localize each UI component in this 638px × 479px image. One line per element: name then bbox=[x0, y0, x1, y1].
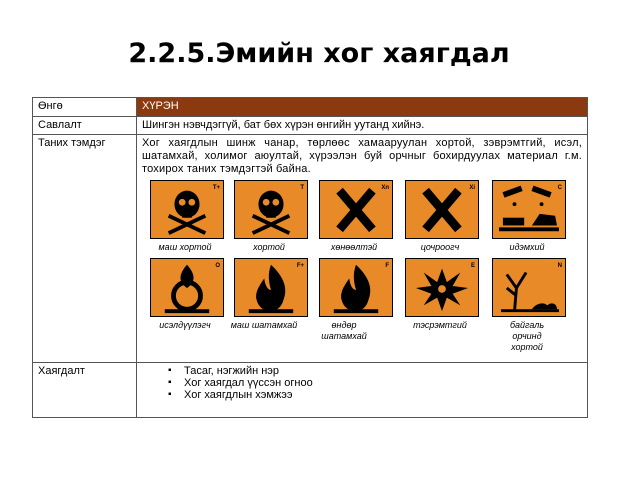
explosion-icon bbox=[406, 259, 478, 316]
mark-description: Хог хаягдлын шинж чанар, төрлөөс хамааруулан хортой, зэврэмтгий, исэл, шатамхай, холимог аюултай, хүрээлэн буй орчныг бохирдуулах материал г.м. тохирох таних тэмдэгтэй байна. bbox=[142, 137, 582, 175]
list-item: ▪ Хог хаягдлын хэмжээ bbox=[168, 389, 582, 401]
list-item: ▪ Хог хаягдал үүссэн огноо bbox=[168, 377, 582, 389]
symbol-caption: цочроогч bbox=[420, 242, 460, 252]
corrosive-symbol bbox=[492, 180, 566, 239]
symbol-caption: маш шатамхай bbox=[230, 320, 298, 330]
symbol-code: T bbox=[300, 185, 304, 191]
x-cross-icon bbox=[320, 181, 392, 238]
packaging-value: Шингэн нэвчдэггүй, бат бөх хүрэн өнгийн уутанд хийнэ. bbox=[137, 117, 588, 135]
waste-info-table bbox=[32, 97, 588, 418]
flame-icon bbox=[235, 259, 307, 316]
symbol-caption: өндөр шатамхай bbox=[321, 320, 367, 341]
x-cross-icon bbox=[406, 181, 478, 238]
toxic-symbol bbox=[234, 180, 308, 239]
symbol-caption: исэлдүүлэгч bbox=[159, 320, 211, 330]
flame-icon bbox=[320, 259, 392, 316]
symbol-caption: хортой bbox=[253, 242, 285, 252]
packaging-label: Савлалт bbox=[33, 117, 137, 135]
symbol-code: F+ bbox=[296, 263, 304, 269]
extremely-flammable-symbol bbox=[234, 258, 308, 317]
symbol-caption: байгаль орчинд хортой bbox=[509, 320, 545, 352]
mark-row bbox=[33, 135, 588, 363]
symbol-caption: идэмхий bbox=[509, 242, 545, 252]
list-item: ▪ Тасаг, нэгжийн нэр bbox=[168, 365, 582, 377]
symbol-code: E bbox=[470, 263, 475, 269]
flame-over-circle-icon bbox=[151, 259, 223, 316]
color-label: Өнгө bbox=[33, 98, 137, 117]
symbol-code: Xi bbox=[469, 185, 475, 191]
explosive-symbol bbox=[405, 258, 479, 317]
disposal-row bbox=[33, 363, 588, 418]
symbol-code: Xn bbox=[381, 185, 389, 191]
disposal-label: Хаягдалт bbox=[33, 363, 137, 418]
color-row bbox=[33, 98, 588, 117]
hazard-symbol-grid bbox=[142, 180, 582, 360]
symbol-code: T+ bbox=[212, 185, 220, 191]
disposal-list bbox=[142, 365, 582, 401]
oxidizing-symbol bbox=[150, 258, 224, 317]
symbol-code: N bbox=[557, 263, 562, 269]
symbol-caption: маш хортой bbox=[158, 242, 212, 252]
symbol-caption: хөнөөлтэй bbox=[330, 242, 378, 252]
irritant-symbol bbox=[405, 180, 479, 239]
symbol-code: C bbox=[557, 185, 562, 191]
corrosive-icon bbox=[493, 181, 565, 238]
harmful-symbol bbox=[319, 180, 393, 239]
environment-hazard-symbol bbox=[492, 258, 566, 317]
symbol-code: F bbox=[385, 263, 389, 269]
symbol-caption: тэсрэмтгий bbox=[413, 320, 467, 330]
mark-cell bbox=[137, 135, 588, 363]
skull-crossbones-icon bbox=[235, 181, 307, 238]
color-value: ХҮРЭН bbox=[137, 98, 588, 117]
skull-crossbones-icon bbox=[151, 181, 223, 238]
page-title: 2.2.5.Эмийн хог хаягдал bbox=[128, 38, 510, 69]
mark-label: Таних тэмдэг bbox=[33, 135, 137, 363]
disposal-cell bbox=[137, 363, 588, 418]
symbol-code: O bbox=[215, 263, 220, 269]
very-toxic-symbol bbox=[150, 180, 224, 239]
environment-icon bbox=[493, 259, 565, 316]
packaging-row bbox=[33, 117, 588, 135]
highly-flammable-symbol bbox=[319, 258, 393, 317]
